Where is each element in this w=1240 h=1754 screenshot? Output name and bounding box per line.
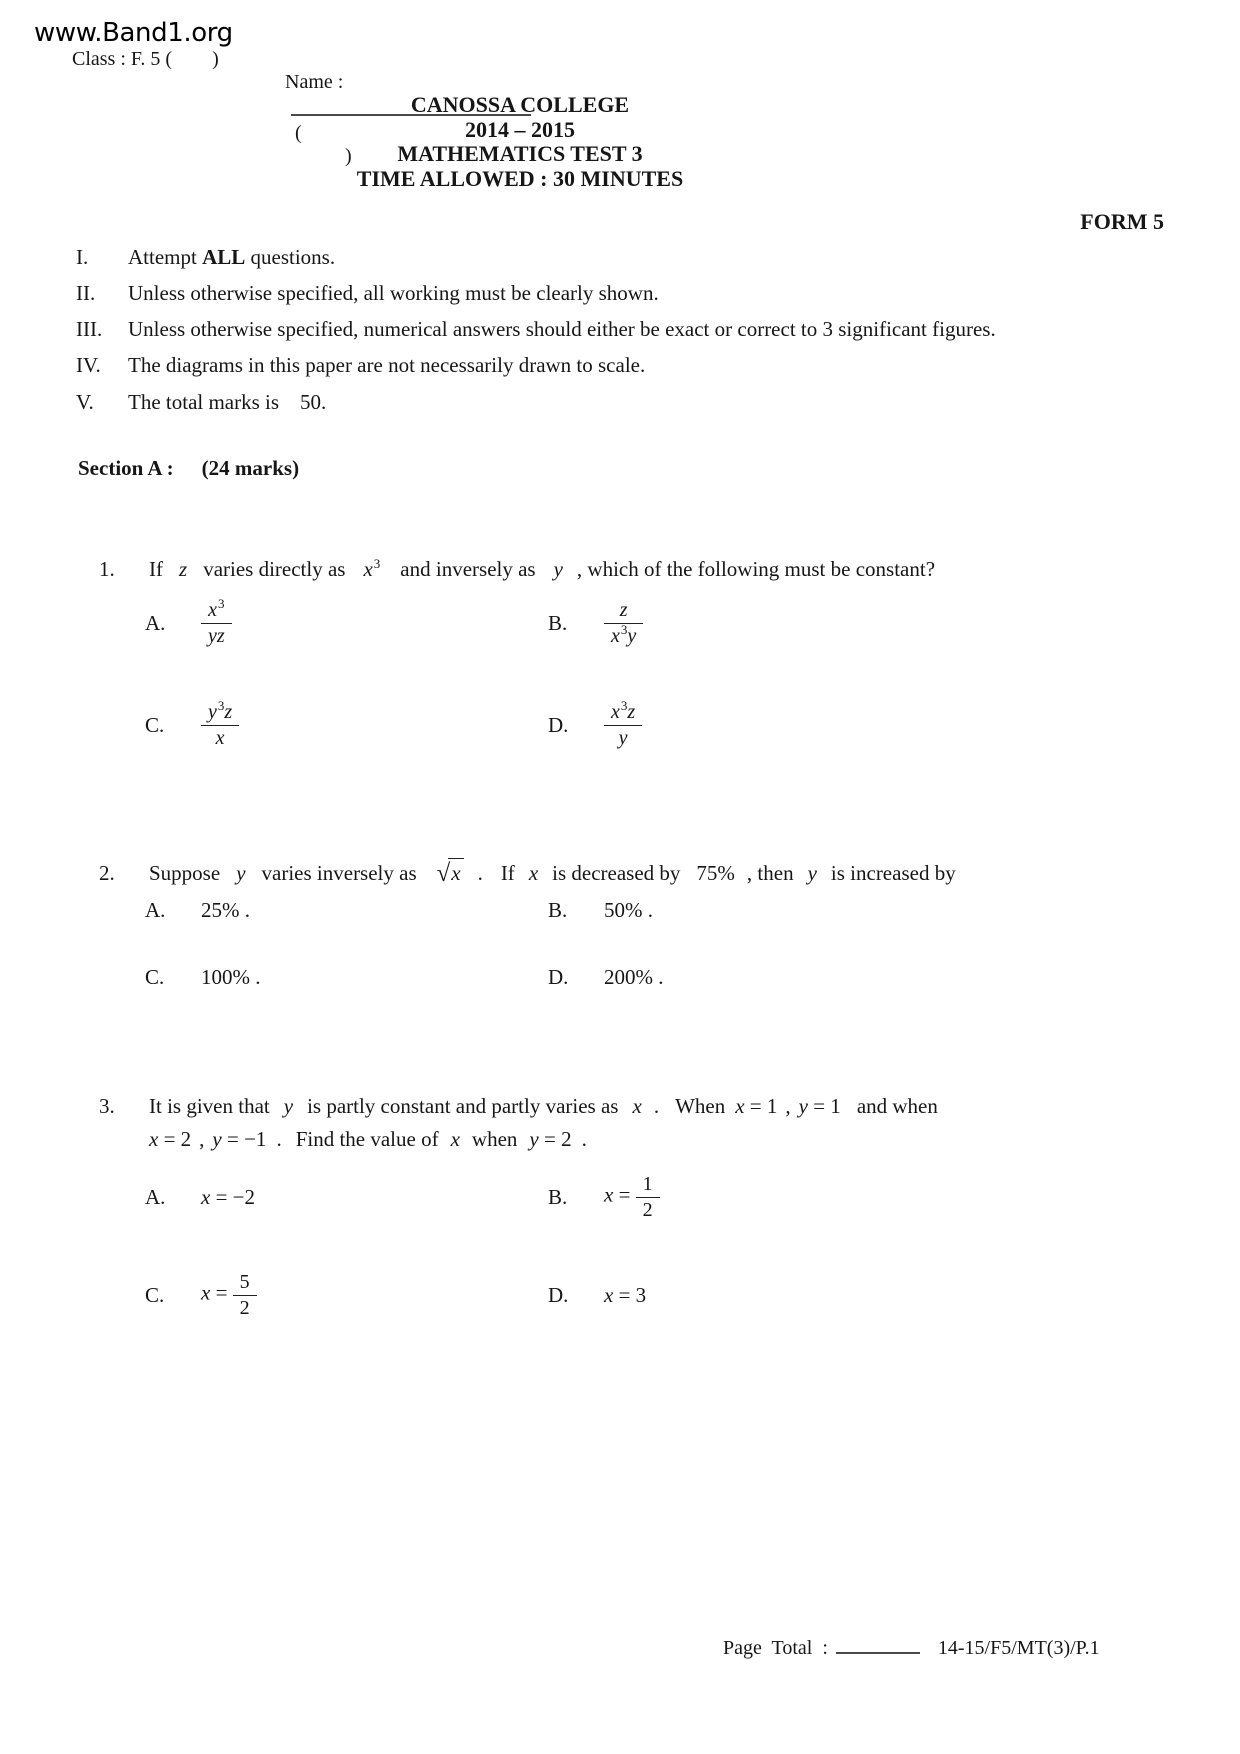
instruction-row bbox=[0, 353, 1240, 389]
option-a bbox=[145, 586, 232, 660]
option-label: C. bbox=[145, 1282, 165, 1307]
page-total-blank-line bbox=[836, 1632, 920, 1654]
option-label: A. bbox=[145, 1184, 166, 1209]
option-c bbox=[145, 963, 261, 991]
instruction-text bbox=[128, 353, 645, 378]
instruction-numeral: IV. bbox=[76, 353, 101, 377]
option-label: A. bbox=[145, 897, 166, 922]
option-value: $\frac{x^3}{yz}$ bbox=[201, 599, 232, 647]
option-value: 100% . bbox=[201, 964, 261, 989]
test-title: MATHEMATICS TEST 3 bbox=[397, 141, 643, 166]
instruction-text bbox=[128, 390, 326, 415]
instruction-row bbox=[0, 245, 1240, 281]
section-a-heading bbox=[78, 456, 299, 481]
instruction-numeral: II. bbox=[76, 281, 96, 305]
option-label: C. bbox=[145, 964, 165, 989]
option-d bbox=[548, 1258, 646, 1332]
question-1-options-row-2 bbox=[0, 688, 1240, 762]
instruction-text bbox=[128, 245, 335, 270]
section-a-title: Section A : bbox=[78, 456, 174, 480]
title-block bbox=[0, 93, 1040, 191]
option-label: C. bbox=[145, 712, 165, 737]
option-b bbox=[548, 1160, 660, 1234]
instruction-text bbox=[128, 281, 659, 306]
page-total-label: Page Total : bbox=[723, 1637, 828, 1659]
option-label: B. bbox=[548, 1184, 568, 1209]
option-label: B. bbox=[548, 610, 568, 635]
option-label: A. bbox=[145, 610, 166, 635]
instruction-text-pre: Attempt bbox=[128, 245, 203, 269]
question-text-line-2: x = 2 , y = −1 . Find the value of x when y = 2 . bbox=[149, 1127, 587, 1151]
instruction-text-pre: The diagrams in this paper are not necessarily drawn to scale. bbox=[128, 353, 646, 377]
name-paren-open: ( bbox=[295, 122, 302, 144]
option-b bbox=[548, 586, 643, 660]
question-3-options-row-2 bbox=[0, 1258, 1240, 1332]
school-name: CANOSSA COLLEGE bbox=[410, 92, 630, 117]
option-c bbox=[145, 688, 239, 762]
name-paren-close: ) bbox=[345, 145, 352, 167]
paper-code: 14-15/F5/MT(3)/P.1 bbox=[937, 1637, 1100, 1659]
option-value: x = $\frac{1}{2}$ bbox=[604, 1173, 660, 1221]
instruction-text-pre: The total marks is 50. bbox=[128, 390, 327, 414]
option-value: x = −2 bbox=[201, 1184, 256, 1209]
instruction-text-post: questions. bbox=[245, 245, 336, 269]
option-label: D. bbox=[548, 1282, 569, 1307]
option-c bbox=[145, 1258, 257, 1332]
instruction-text bbox=[128, 317, 996, 342]
option-value: $\frac{z}{x^3y}$ bbox=[604, 599, 643, 647]
option-value: 50% . bbox=[604, 897, 653, 922]
instruction-text-bold: ALL bbox=[202, 245, 246, 269]
question-number: 1. bbox=[99, 557, 115, 581]
question-text-line-1: It is given that y is partly constant and partly varies as x . When x = 1 , y = 1 and when bbox=[149, 1094, 938, 1118]
watermark: www.Band1.org bbox=[34, 18, 233, 48]
option-b bbox=[548, 896, 653, 924]
option-label: D. bbox=[548, 712, 569, 737]
page-footer bbox=[723, 1632, 1100, 1660]
time-allowed: TIME ALLOWED : 30 MINUTES bbox=[356, 165, 684, 191]
instruction-numeral: I. bbox=[76, 245, 89, 269]
question-text: Suppose y varies inversely as √x . If x is decreased by 75% , then y is increased by bbox=[149, 860, 956, 887]
section-a-marks: (24 marks) bbox=[201, 456, 300, 480]
question-number: 2. bbox=[99, 861, 115, 885]
class-label: Class : F. 5 ( ) bbox=[72, 48, 219, 70]
name-label: Name : bbox=[285, 71, 344, 93]
instruction-numeral: III. bbox=[76, 317, 103, 341]
instruction-row bbox=[0, 390, 1240, 426]
question-1-options-row-1 bbox=[0, 586, 1240, 660]
option-a bbox=[145, 896, 250, 924]
option-value: 25% . bbox=[201, 897, 250, 922]
question-number: 3. bbox=[99, 1094, 115, 1118]
question-3-options-row-1 bbox=[0, 1160, 1240, 1234]
instruction-text-pre: Unless otherwise specified, numerical answers should either be exact or correct to 3 significant figures. bbox=[128, 317, 996, 341]
question-text: If z varies directly as $x^3$ and inversely as y , which of the following must be constant? bbox=[149, 556, 936, 581]
instruction-text-pre: Unless otherwise specified, all working must be clearly shown. bbox=[128, 281, 659, 305]
question-2-options-row-1 bbox=[0, 896, 1240, 924]
form-label: FORM 5 bbox=[1080, 209, 1164, 234]
instruction-row bbox=[0, 281, 1240, 317]
option-label: D. bbox=[548, 964, 569, 989]
option-value: x = 3 bbox=[604, 1282, 647, 1307]
option-a bbox=[145, 1160, 255, 1234]
school-year: 2014 – 2015 bbox=[465, 116, 575, 142]
option-d bbox=[548, 688, 642, 762]
option-value: $\frac{x^3z}{y}$ bbox=[604, 701, 642, 749]
option-value: x = $\frac{5}{2}$ bbox=[201, 1271, 257, 1319]
option-value: 200% . bbox=[604, 964, 664, 989]
option-d bbox=[548, 963, 664, 991]
option-value: $\frac{y^3z}{x}$ bbox=[201, 701, 239, 749]
instruction-row bbox=[0, 317, 1240, 353]
question-2-options-row-2 bbox=[0, 963, 1240, 991]
option-label: B. bbox=[548, 897, 568, 922]
instruction-numeral: V. bbox=[76, 390, 94, 414]
